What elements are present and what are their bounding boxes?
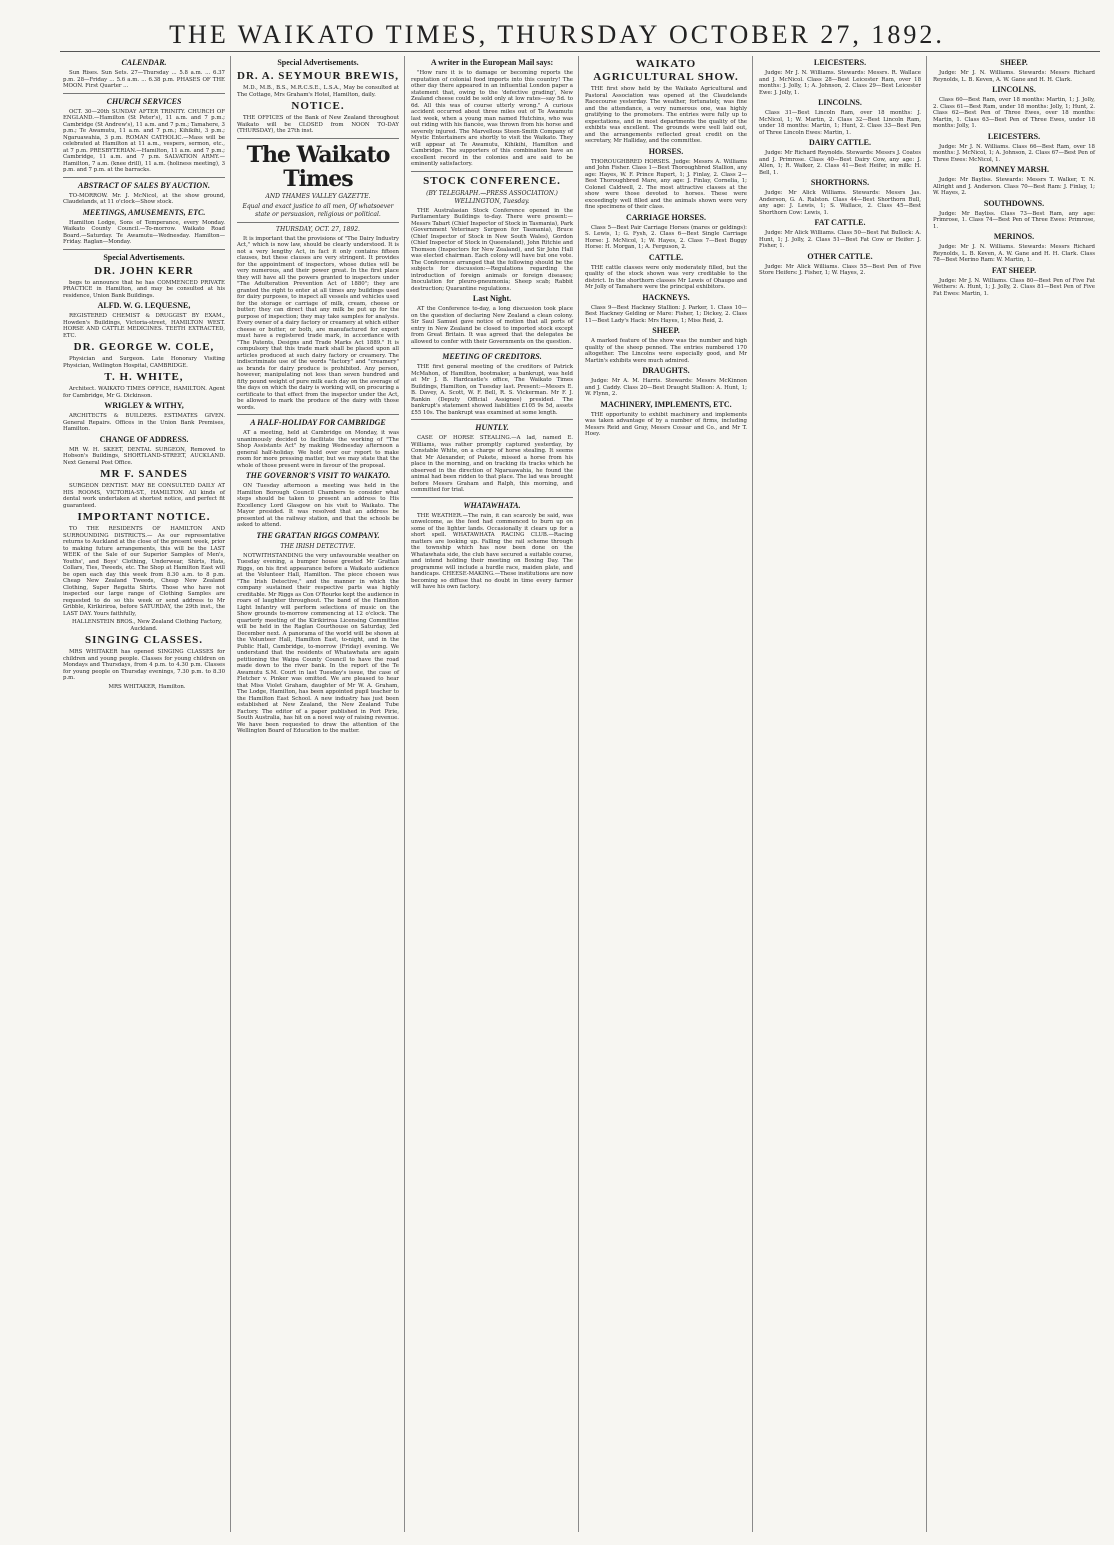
sheep-body: A marked feature of the show was the number and high quality of the sheep penned. The entries numbered 170 altogether. The Lincolns were especially good, and Mr Martin's exhibits were much admired. [585,338,747,364]
sales-body: TO-MORROW. Mr. J. McNicol, at the show ground, Claudelands, at 11 o'clock—Show stock. [63,192,225,205]
show-heading: WAIKATO AGRICULTURAL SHOW. [593,58,739,83]
leicesters-body: Judge: Mr J. N. Williams. Stewards: Messrs. R. Wallace and J. McNicol. Class 28—Best Leicester Ram, over 18 months: J. Jolly, 1; A. Johnson, 2. Class 29—Best Leicester Ewe: J. Jolly, 1. [759,70,921,96]
meetings-body: Hamilton Lodge, Sons of Temperance, every Monday. Waikato County Council.—To-morrow. Waikato Road Board.—Saturday. Te Awamutu—Wednesday. Hamilton—Friday. Raglan—Monday. [63,219,225,245]
bank-notice-body: THE OFFICES of the Bank of New Zealand throughout Waikato will be CLOSED from NOON TO-DAY (THURSDAY), the 27th inst. [237,115,399,134]
calendar-heading: CALENDAR. [121,58,167,67]
column-4 [582,56,753,1532]
special-ads-heading: Special Advertisements. [277,58,359,67]
lincolns-results-heading: LINCOLNS. [992,85,1036,94]
draughts-heading: DRAUGHTS. [642,366,690,375]
divider [411,419,573,420]
last-night-body: AT the Conference to-day, a long discussion took place on the question of declaring New Zealand a clean colony. Sir Saul Samuel gave notice of motion that all ports of entry in New Zealand be closed to imported stock except from Great Britain. It was agreed that the delegates be allowed to confer with their Governments on the question. [411,306,573,345]
fat-cattle-body: Judge: Mr Alick Williams. Class 50—Best Fat Bullock: A. Hunt, 1; J. Jolly, 2. Class 51—Best Fat Cow or Heifer: J. Fisher, 1. [759,230,921,249]
cole-body: Physician and Surgeon. Late Honorary Visiting Physician, Wellington Hospital, CAMBRIDGE. [63,356,225,369]
lequesne-name: ALFD. W. G. LEQUESNE, [97,301,191,310]
singing-body: MRS WHITAKER has opened SINGING CLASSES for children and young people. Classes for young children on Mondays and Thursdays, from 4 p.m. to 4.30 p.m. Classes for young people on Thursday evenings, 7.30 p.m. to 8.30 p.m. [63,649,225,681]
carriage-heading: CARRIAGE HORSES. [625,212,706,222]
romney-body: Judge: Mr Bayliss. Stewards: Messrs T. Walker, T. N. Allright and J. Anderson. Class 70—Best Ram: J. Finlay, 1; W. Hayes, 2. [933,177,1095,196]
white-name: T. H. WHITE, [104,371,184,383]
singing-signature: MRS WHITAKER, Hamilton. [108,683,186,690]
cattle-body: THE cattle classes were only moderately filled, but the quality of the stock shown was very creditable to the district. In the shorthorn classes Mr Lewis of Ohaupo and Mr Jolly of Tamahere were the principal exhibitors. [585,264,747,290]
leicesters-results-body: Judge: Mr J. N. Williams. Class 66—Best Ram, over 18 months: J. McNicol, 1; A. Johnson, 2. Class 67—Best Pen of Three Ewes: McNicol, 1. [933,143,1095,163]
last-night-heading: Last Night. [472,294,512,303]
governor-body: ON Tuesday afternoon a meeting was held in the Hamilton Borough Council Chambers to consider what steps should be taken to present an address to His Excellency Lord Glasgow on his visit to Waikato. The Mayor presided. It was resolved that an address be presented at the railway station, and that the schools be asked to attend. [237,483,399,528]
other-cattle-body: Judge: Mr Alick Williams. Class 55—Best Pen of Five Store Heifers: J. Fisher, 1; W. Hayes, 2. [759,263,921,276]
masthead-title: THE WAIKATO TIMES, THURSDAY OCTOBER 27, 1892. [169,20,945,49]
sandes-name: MR F. SANDES [100,468,188,480]
divider [411,497,573,498]
divider [237,414,399,415]
shorthorns-body: Judge: Mr Alick Williams. Stewards: Messrs Jas. Anderson, G. A. Ralston. Class 44—Best Shorthorn Bull, any age: J. Lewis, 1; S. Wallace, 2. Class 45—Best Shorthorn Cow: Lewis, 1. [759,190,921,216]
machinery-body: THE opportunity to exhibit machinery and implements was taken advantage of by a number of firms, including Messrs Reid and Gray, Messrs Cossar and Co., and Mr T. Hoey. [585,411,747,437]
creditors-body: THE first general meeting of the creditors of Patrick McMahon, of Hamilton, bootmaker, a bankrupt, was held at Mr J. B. Hardcastle's office, The Waikato Times Buildings, Hamilton, on Tuesday last. Present:—Messrs E. B. Davey, A. Scott, W. F. Bell, R. S. Vickerman. Mr F. J. Rankin (Deputy Official Assignee) presided. The bankrupt's statement showed liabilities £105 9s 5d, assets £55 10s. The bankrupt was examined at some length. [411,364,573,416]
newspaper-page [60,56,1100,1532]
wrigley-name: WRIGLEY & WITHY, [104,401,184,410]
bank-notice-heading: NOTICE. [291,100,345,112]
notice-heading: IMPORTANT NOTICE. [77,511,211,523]
divider [63,177,225,178]
paper-motto: Equal and exact justice to all men, Of whatsoever state or persuasion, religious or political. [242,202,394,218]
church-heading: CHURCH SERVICES [106,96,182,106]
governor-heading: THE GOVERNOR'S VISIT TO WAIKATO. [245,471,391,480]
sheep-heading: SHEEP. [652,326,680,335]
grattan-heading: THE GRATTAN RIGGS COMPANY. [256,530,380,540]
writer-body: "How rare it is to damage or becoming reports the reputation of colonial food imports into this country! The other day there appeared in an influential London paper a statement that, owing to the 'defective grading', New Zealand cheese could be sold only at low rates—say 5d. to 6d. All this was of course utterly wrong." A curious accident occurred about three miles out of Te Awamutu last week, when a young man named Hutchins, who was out riding with his fiancée, was thrown from his horse and severely injured. The Marvellous Steen-Smith Company of Mystic Entertainers are shortly to visit the Waikato. They will appear at Te Awamutu, Kihikihi, Hamilton and Cambridge. The supporters of this combination have an excellent record in the colonies and are said to be eminently satisfactory. [411,70,573,167]
lequesne-body: REGISTERED CHEMIST & DRUGGIST BY EXAM., Howden's Buildings, Victoria-street, HAMILTON WEST. HORSE AND CATTLE MEDICINES. TEETH EXTRACTED, ETC. [63,313,225,339]
calendar-body: Sun Rises. Sun Sets. 27—Thursday ... 5.8 a.m. ... 6.37 p.m. 28—Friday ... 5.6 a.m. ... 6.38 p.m. PHASES OF THE MOON. First Quarter ... [63,70,225,89]
merinos-body: Judge: Mr J. N. Williams. Stewards: Messrs Richard Reynolds, L. B. Keven, A. W. Gane and H. H. Clark. Class 78—Best Merino Ram: W. Martin, 1. [933,244,1095,263]
hackneys-body: Class 9—Best Hackney Stallion: J. Parker, 1. Class 10—Best Hackney Gelding or Mare: Fisher, 1; Dickey, 2. Class 11—Best Lady's Hack: Mrs Hayes, 1; Miss Reid, 2. [585,304,747,324]
dairy-body: Judge: Mr Richard Reynolds. Stewards: Messrs J. Coates and J. Primrose. Class 40—Best Dairy Cow, any age: J. Allen, 1; R. Walker, 2. Class 41—Best Heifer, in milk: H. Bell, 1. [759,150,921,176]
carriage-body: Class 5—Best Pair Carriage Horses (mares or geldings): S. Lewis, 1; G. Fysh, 2. Class 6—Best Single Carriage Horse: J. McNicol, 1; W. Hayes, 2. Class 7—Best Buggy Horse: H. Morgan, 1; A. Ferguson, 2. [585,224,747,250]
show-body: THE first show held by the Waikato Agricultural and Pastoral Association was opened at the Claudelands Racecourse yesterday. The weather, fortunately, was fine and the attendance, a very numerous one, was highly gratifying to the promoters. The entries were fully up to expectations, and in most departments the quality of the exhibits was excellent. The grounds were well laid out, and the arrangements reflected great credit on the secretary, Mr Halliday, and the committee. [585,86,747,144]
notice-signature: HALLENSTEIN BROS., New Zealand Clothing Factory, Auckland. [72,619,222,632]
kerr-body: begs to announce that he has COMMENCED PRIVATE PRACTICE in Hamilton, and may be consulted at his residence, Union Bank Buildings. [63,279,225,299]
divider [411,171,573,172]
sheep-results-heading: SHEEP. [1000,58,1028,67]
horses-heading: HORSES. [648,146,684,156]
divider [63,93,225,94]
fat-sheep-body: Judge: Mr J. N. Williams. Class 80—Best Pen of Five Fat Wethers: A. Hunt, 1; J. Jolly, 2. Class 81—Best Pen of Five Fat Ewes: Martin, 1. [933,277,1095,297]
kerr-name: DR. JOHN KERR [94,264,194,277]
divider [237,222,399,223]
church-body: OCT. 30—20th SUNDAY AFTER TRINITY. CHURCH OF ENGLAND.—Hamilton (St Peter's), 11 a.m. and 7 p.m.; Cambridge (St Andrew's), 11 a.m. and 7 p.m.; Tamahere, 3 p.m.; Te Awamutu, 11 a.m. and 7 p.m.; Kihikihi, 3 p.m.; Ngaruawahia, 3 p.m. ROMAN CATHOLIC.—Mass will be celebrated at Hamilton at 11 a.m., vespers, sermon, etc., at 7 p.m. PRESBYTERIAN.—Hamilton, 11 a.m. and 7 p.m.; Cambridge, 11 a.m. and 7 p.m. SALVATION ARMY.—Hamilton, 7 a.m. (knee drill), 11 a.m. (holiness meeting), 3 p.m. and 7 p.m. at the barracks. [63,108,225,173]
romney-heading: ROMNEY MARSH. [979,165,1049,174]
shorthorns-heading: SHORTHORNS. [810,178,870,187]
column-1 [60,56,231,1532]
writer-heading: A writer in the European Mail says: [430,58,554,67]
paper-subtitle: AND THAMES VALLEY GAZETTE. [265,192,371,200]
column-2 [234,56,405,1532]
huntly-heading: HUNTLY. [475,423,509,432]
huntly-body: CASE OF HORSE STEALING.—A lad, named E. Williams, was rather promptly captured yesterday, by Constable White, on a charge of horse stealing. It seems that Mr Alexander, of Pukete, missed a horse from his place in the morning, and on tracking its tracks which he observed in the direction of Ngaruawahia, he found the animal had been ridden to that place. The lad was brought before Messrs Graham and Ralph, this morning, and committed for trial. [411,435,573,493]
divider [411,348,573,349]
southdowns-heading: SOUTHDOWNS. [983,198,1045,208]
editorial-date: THURSDAY, OCT. 27, 1892. [276,225,360,233]
fat-cattle-heading: FAT CATTLE. [814,218,866,227]
special-ads-heading: Special Advertisements. [103,252,185,262]
divider [63,249,225,250]
creditors-heading: MEETING OF CREDITORS. [442,352,542,361]
leicesters-heading: LEICESTERS. [813,58,867,67]
stock-conference-heading: STOCK CONFERENCE. [423,174,561,187]
sheep-results-body: Judge: Mr J. N. Williams. Stewards: Messrs Richard Reynolds, L. B. Keven, A. W. Gane and H. H. Clark. [933,70,1095,83]
singing-heading: SINGING CLASSES. [84,634,204,646]
meetings-heading: MEETINGS, AMUSEMENTS, ETC. [82,207,206,217]
sandes-body: SURGEON DENTIST. MAY BE CONSULTED DAILY AT HIS ROOMS, VICTORIA-ST., HAMILTON. All kinds of dental work undertaken at shortest notice, and perfect fit guaranteed. [63,483,225,509]
editorial-body: It is important that the provisions of "The Dairy Industry Act," which is now law, should be clearly understood. It is not a very lengthy Act, in fact it only contains fifteen clauses, but these clauses are very stringent. It provides for the appointment of inspectors, whose duties will be very numerous, and their power great. In the first place they will have all the powers granted to inspectors under "The Adulteration Prevention Act of 1880"; they are granted the right to enter at all times any buildings used for dairy purposes, to inspect all vessels and vehicles used for the storage or carriage of milk, cream, cheese or butter; they can direct that any milk be put up for the purpose of inspection; they may take samples for analysis. Every owner of a dairy factory or creamery at which either cheese or butter, or both, are manufactured for export must have a registered trade mark, in accordance with "The Patents, Designs and Trade Marks Act 1889." It is compulsory that this trade mark shall be placed upon all articles produced at such dairy factory or creamery. The indiscriminate use of the words "factory" and "creamery" as brands for dairy produce is prohibited. Any person, however, manipulating not less than seven hundred and fifty pound weight of pure milk each day on the average of the days on which the dairy is working will, on procuring a certificate to that effect from the inspector under the Act, be allowed to mark the produce of the dairy with those words. [237,235,399,411]
hackneys-heading: HACKNEYS. [642,292,690,302]
lincolns-results-body: Class 60—Best Ram, over 18 months: Martin, 1; J. Jolly, 2. Class 61—Best Ram, under 18 months: Jolly, 1; Hunt, 2. Class 62—Best Pen of Three Ewes, over 18 months: Martin, 1. Class 63—Best Pen of Three Ewes, under 18 months: Jolly, 1. [933,97,1095,129]
notice-body: TO THE RESIDENTS OF HAMILTON AND SURROUNDING DISTRICTS.— As our representative returns to Auckland at the close of the present week, prior to making future arrangements, this will be the LAST WEEK of the Sale of our Superior Samples of Men's, Youths', and Boys' Clothing, Underwear, Shirts, Hats, Collars, Ties, Tweeds, etc. The Shop at Hamilton East will be open each day this week from 8.30 a.m. to 8 p.m. Cheap New Zealand Tweeds, Cheap New Zealand Clothing, Super Regatta Shirts. Those who have not inspected our large range of Clothing Samples are requested to do so this week or send address to Mr Gribble, Kirikiriroa, before SATURDAY, the 29th inst., the LAST DAY. Yours faithfully, [63,526,225,617]
horses-body: THOROUGHBRED HORSES. Judge: Messrs A. Williams and John Fisher. Class 1—Best Thoroughbred Stallion, any age: Hayes, W. F. Prince Rupert, 1; J. Finlay, 2. Class 2—Best Thoroughbred Mare, any age: J. Finlay, Cornelia, 1; Colonel Caldwell, 2. The most attractive classes at the show were those devoted to horses. These were exceedingly well filled and the animals shown were very fine specimens of their class. [585,158,747,210]
masthead-rule [60,51,1100,52]
other-cattle-heading: OTHER CATTLE. [807,251,873,261]
half-holiday-heading: A HALF-HOLIDAY FOR CAMBRIDGE [250,418,386,427]
leicesters-results-heading: LEICESTERS. [987,131,1041,141]
cattle-heading: CATTLE. [648,252,684,262]
dairy-heading: DAIRY CATTLE. [809,138,871,147]
cole-name: DR. GEORGE W. COLE, [73,341,215,353]
half-holiday-body: AT a meeting, held at Cambridge on Monday, it was unanimously decided to facilitate the working of "The Shop Assistants Act" by making Wednesday afternoon a general half-holiday. We hold over our report to make room for more pressing matter, but we may state that the whole of those present were in favour of the proposal. [237,430,399,469]
grattan-body: NOTWITHSTANDING the very unfavourable weather on Tuesday evening, a bumper house greeted Mr Grattan Riggs, on his first appearance before a Waikato audience at the Volunteer Hall, Hamilton. The piece chosen was "The Irish Detective," and the manner in which the company sustained their respective parts was highly creditable. Mr Riggs as Con O'Rourke kept the audience in roars of laughter throughout. The band of the Hamilton Light Infantry will perform selections of music on the Show grounds to-morrow commencing at 12 o'clock. The quarterly meeting of the Kirikiriroa Licensing Committee will be held in the Raglan Courthouse on Saturday, 3rd December next. A panorama of the world will be shown at the Volunteer Hall, Hamilton East, to-night, and in the Public Hall, Cambridge, to-morrow (Friday) evening. We understand that the residents of Whatawhata are again petitioning the Waipa County Council to have the road made down to the river bank. In the report of the Te Awamutu S.M. Court in last Tuesday's issue, the case of Fletcher v. Pinker was omitted. We are pleased to hear that Miss Violet Graham, daughter of Mr W. A. Graham, The Lodge, Hamilton, has been appointed pupil teacher to the Hamilton East School. A new industry has just been established at New Zealand, the New Zealand Tube Factory. The editor of a paper published in Port Pirie, South Australia, has hit on a novel way of raising revenue. We have been requested to draw the attention of the Wellington Board of Education to the matter. [237,552,399,734]
paper-title: The Waikato Times [246,141,390,192]
brewis-body: M.D., M.B., B.S., M.R.C.S.E., L.S.A., May be consulted at The Cottage, Mrs Graham's Hotel, Hamilton, daily. [237,85,399,98]
grattan-subheading: THE IRISH DETECTIVE. [280,542,356,550]
change-address-body: MR W. H. SKEET, DENTAL SURGEON, Removed to Hobson's Buildings, SHORTLAND-STREET, AUCKLAND. Next General Post Office. [63,446,225,466]
sales-heading: ABSTRACT OF SALES BY AUCTION. [78,180,210,190]
draughts-body: Judge: Mr A. M. Harris. Stewards: Messrs McKinnon and J. Caddy. Class 20—Best Draught Stallion: A. Hunt, 1; W. Flynn, 2. [585,378,747,397]
southdowns-body: Judge: Mr Bayliss. Class 73—Best Ram, any age: Primrose, 1. Class 74—Best Pen of Three Ewes: Primrose, 1. [933,210,1095,230]
whatawhata-heading: WHATAWHATA. [463,500,521,510]
merinos-heading: MERINOS. [993,232,1035,241]
stock-conference-subheading: (BY TELEGRAPH.—PRESS ASSOCIATION.) WELLINGTON, Tuesday. [426,189,558,205]
lincolns-heading: LINCOLNS. [818,98,862,107]
fat-sheep-heading: FAT SHEEP. [991,265,1037,275]
change-address-name: CHANGE OF ADDRESS. [99,434,189,444]
wrigley-body: ARCHITECTS & BUILDERS. ESTIMATES GIVEN. General Repairs. Offices in the Union Bank Premises, Hamilton. [63,413,225,432]
divider [237,138,399,139]
white-body: Architect. WAIKATO TIMES OFFICE, HAMILTON. Agent for Cambridge, Mr G. Dickinson. [63,386,225,399]
column-5 [756,56,927,1532]
whatawhata-body: THE WEATHER.—The rain, it can scarcely be said, was unwelcome, as the feed had commenced to burn up on some of the lighter lands. Occasionally it clears up for a short spell. WHATAWHATA RACING CLUB.—Racing matters are looking up. Falling the rail scheme through the township which has now been done on the Whatawhata side, the club have secured a suitable course, and intend holding their meeting on Boxing Day. The programme will include a hurdle race, maiden plate, and handicaps. CHEESE-MAKING.—These institutions are now becoming so diffuse that no doubt in time every farmer will have his own factory. [411,512,573,590]
column-3 [408,56,579,1532]
brewis-name: DR. A. SEYMOUR BREWIS, [237,70,399,82]
lincolns-body: Class 31—Best Lincoln Ram, over 18 months: J. McNicol, 1; W. Martin, 2. Class 32—Best Lincoln Ram, under 18 months: Martin, 1; Hunt, 2. Class 33—Best Pen of Three Lincoln Ewes: Martin, 1. [759,110,921,136]
column-6 [930,56,1100,1532]
stock-conference-body: THE Australasian Stock Conference opened in the Parliamentary Buildings to-day. There were present:—Messrs Tabart (Chief Inspector of Stock in Tasmania), Park (Government Veterinary Surgeon for Tasmania), Bruce (Chief Inspector of Stock in New South Wales), Gordon (Chief Inspector of Stock in Queensland), John Ritchie and Thomson (Inspectors for New Zealand), and Sir John Hall was elected chairman. Each colony will have but one vote. The Conference arranged that the following should be the subjects for discussion:—Regulations regarding the introduction of foreign animals or foreign diseases; Inoculation for pleuro-pneumonia; Sheep scab; Rabbit destruction; Quarantine regulations. [411,207,573,292]
machinery-heading: MACHINERY, IMPLEMENTS, ETC. [600,399,732,409]
